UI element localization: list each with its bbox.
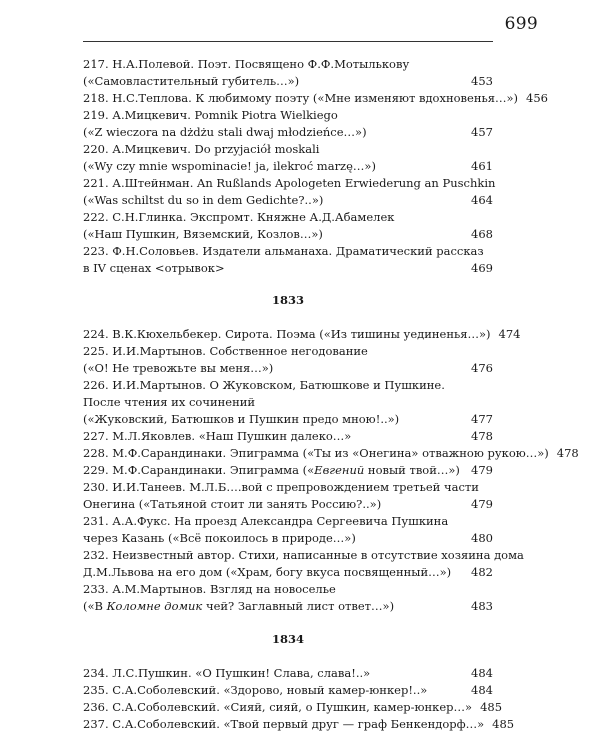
entry-text: 220. А.Мицкевич. Do przyjaciół moskali <box>83 142 320 156</box>
toc-entry <box>83 243 493 277</box>
entry-line <box>83 73 493 90</box>
entry-page-number <box>485 141 493 158</box>
entry-line <box>83 377 493 394</box>
entry-text: («Жуковский, Батюшков и Пушкин предо мною!..») <box>83 412 400 426</box>
toc-entry <box>83 175 496 209</box>
toc-entry <box>83 90 548 107</box>
entry-page-number <box>485 377 493 394</box>
toc-entry <box>83 581 493 615</box>
entry-text: («Самовластительный губитель…») <box>83 74 300 88</box>
entry-text: 233. А.М.Мартынов. Взгляд на новоселье <box>83 582 336 596</box>
entry-text: 234. Л.С.Пушкин. «О Пушкин! Слава, слава!..» <box>83 666 371 680</box>
entry-page-number <box>485 479 493 496</box>
entry-line <box>83 209 493 226</box>
entry-line <box>83 665 493 682</box>
entry-text: 226. И.И.Мартынов. О Жуковском, Батюшкове и Пушкине. <box>83 378 445 392</box>
entry-line <box>83 682 493 699</box>
toc-entry <box>83 479 493 513</box>
entry-line <box>83 360 493 377</box>
entry-text: 222. С.Н.Глинка. Экспромт. Княжне А.Д.Абамелек <box>83 210 395 224</box>
entry-page-number: 478 <box>471 429 493 443</box>
entry-text: («Z wieczora na dżdżu stali dwaj młodzieńce…») <box>83 125 367 139</box>
entry-text: 230. И.И.Танеев. М.Л.Б….вой с препровождением третьей части <box>83 480 479 494</box>
toc-entry <box>83 699 503 716</box>
entry-line <box>83 107 493 124</box>
entry-line <box>83 394 493 411</box>
entry-line <box>83 192 493 209</box>
entry-line <box>83 56 493 73</box>
entry-page-number: 479 <box>471 497 493 511</box>
entry-line <box>83 226 493 243</box>
entry-page-number <box>485 581 493 598</box>
entry-text: 219. А.Мицкевич. Pomnik Piotra Wielkiego <box>83 108 338 122</box>
entry-line <box>83 716 515 733</box>
entry-text: через Казань («Всё покоилось в природе…») <box>83 531 356 545</box>
entry-page-number: 485 <box>492 717 515 731</box>
entry-text: в IV сценах <отрывок> <box>83 261 225 275</box>
header-rule <box>83 41 493 42</box>
entry-page-number <box>485 209 493 226</box>
toc-entry <box>83 462 493 479</box>
year-heading: 1834 <box>271 632 304 646</box>
entry-line <box>83 124 493 141</box>
toc-entry <box>83 665 493 682</box>
entry-text: 224. В.К.Кюхельбекер. Сирота. Поэма («Из тишины уединенья…») <box>83 327 491 341</box>
year-heading: 1833 <box>271 293 304 307</box>
entry-line <box>83 496 493 513</box>
entry-page-number <box>485 107 493 124</box>
toc-entry <box>83 209 493 243</box>
toc-entry <box>83 343 493 377</box>
entry-page-number: 485 <box>480 700 503 714</box>
entry-page-number <box>485 394 493 411</box>
entry-line <box>83 243 493 260</box>
entry-page-number: 477 <box>471 412 493 426</box>
toc-entry <box>83 377 493 428</box>
entry-page-number: 469 <box>471 261 493 275</box>
entry-line <box>83 141 493 158</box>
entry-line <box>83 343 493 360</box>
entry-text: 229. М.Ф.Сарандинаки. Эпиграмма («Евгений новый твой…») <box>83 463 460 477</box>
entry-line <box>83 699 503 716</box>
toc-entry <box>83 56 493 90</box>
table-of-contents <box>83 56 579 733</box>
toc-entry <box>83 445 579 462</box>
entry-page-number: 464 <box>471 193 493 207</box>
entry-page-number: 474 <box>498 327 521 341</box>
entry-text: 223. Ф.Н.Соловьев. Издатели альманаха. Драматический рассказ <box>83 244 484 258</box>
toc-entry <box>83 716 515 733</box>
entry-line <box>83 90 548 107</box>
entry-page-number <box>495 175 503 192</box>
entry-page-number: 483 <box>471 599 493 613</box>
entry-line <box>83 564 493 581</box>
entry-text: 231. А.А.Фукс. На проезд Александра Сергеевича Пушкина <box>83 514 449 528</box>
entry-line <box>83 158 493 175</box>
entry-page-number <box>485 513 493 530</box>
entry-text: («Wy czy mnie wspominacie! ja, ilekroć marzę…») <box>83 159 376 173</box>
entry-text: 235. С.А.Соболевский. «Здорово, новый камер-юнкер!..» <box>83 683 428 697</box>
entry-page-number <box>485 243 493 260</box>
entry-text: Онегина («Татьяной стоит ли занять Россию?..») <box>83 497 382 511</box>
entry-text: 225. И.И.Мартынов. Собственное негодование <box>83 344 368 358</box>
toc-entry <box>83 141 493 175</box>
entry-page-number: 479 <box>471 463 493 477</box>
entry-page-number: 456 <box>526 91 548 105</box>
toc-entry <box>83 107 493 141</box>
entry-line <box>83 513 493 530</box>
entry-page-number: 484 <box>471 666 493 680</box>
entry-line <box>83 175 496 192</box>
entry-text: 237. С.А.Соболевский. «Твой первый друг — граф Бенкендорф…» <box>83 717 485 731</box>
entry-line <box>83 547 524 564</box>
entry-text: («О! Не тревожьте вы меня…») <box>83 361 274 375</box>
entry-page-number <box>485 343 493 360</box>
entry-page-number: 453 <box>471 74 493 88</box>
entry-page-number: 484 <box>471 683 493 697</box>
entry-line <box>83 581 493 598</box>
entry-page-number: 457 <box>471 125 493 139</box>
entry-page-number: 461 <box>471 159 493 173</box>
entry-text: 228. М.Ф.Сарандинаки. Эпиграмма («Ты из «Онегина» отважною рукою…») <box>83 446 549 460</box>
entry-text: («В Коломне домик чей? Заглавный лист ответ…») <box>83 599 395 613</box>
entry-text: 217. Н.А.Полевой. Поэт. Посвящено Ф.Ф.Мотылькову <box>83 57 410 71</box>
page-number: 699 <box>504 14 538 34</box>
toc-entry <box>83 513 493 547</box>
entry-line <box>83 462 493 479</box>
entry-text: 221. А.Штейнман. An Rußlands Apologeten Erwiederung an Puschkin <box>83 176 496 190</box>
entry-text: 218. Н.С.Теплова. К любимому поэту («Мне изменяют вдохновенья…») <box>83 91 519 105</box>
entry-line <box>83 445 579 462</box>
entry-page-number: 476 <box>471 361 493 375</box>
entry-page-number: 480 <box>471 531 493 545</box>
toc-entry <box>83 682 493 699</box>
toc-entry <box>83 428 493 445</box>
entry-line <box>83 428 493 445</box>
entry-line <box>83 479 493 496</box>
entry-text: («Наш Пушкин, Вяземский, Козлов…») <box>83 227 323 241</box>
entry-page-number: 468 <box>471 227 493 241</box>
entry-line <box>83 326 521 343</box>
entry-line <box>83 260 493 277</box>
entry-line <box>83 530 493 547</box>
entry-page-number: 482 <box>471 565 493 579</box>
entry-text: После чтения их сочинений <box>83 395 256 409</box>
entry-page-number: 478 <box>556 446 579 460</box>
entry-text: 227. М.Л.Яковлев. «Наш Пушкин далеко…» <box>83 429 352 443</box>
entry-page-number <box>485 56 493 73</box>
entry-line <box>83 598 493 615</box>
toc-entry <box>83 547 524 581</box>
entry-text: 236. С.А.Соболевский. «Сияй, сияй, о Пушкин, камер-юнкер…» <box>83 700 473 714</box>
entry-page-number <box>524 547 532 564</box>
entry-text: 232. Неизвестный автор. Стихи, написанные в отсутствие хозяина дома <box>83 548 524 562</box>
entry-text: («Was schiltst du so in dem Gedichte?..») <box>83 193 324 207</box>
toc-entry <box>83 326 521 343</box>
entry-line <box>83 411 493 428</box>
entry-text: Д.М.Львова на его дом («Храм, богу вкуса посвященный…») <box>83 565 452 579</box>
